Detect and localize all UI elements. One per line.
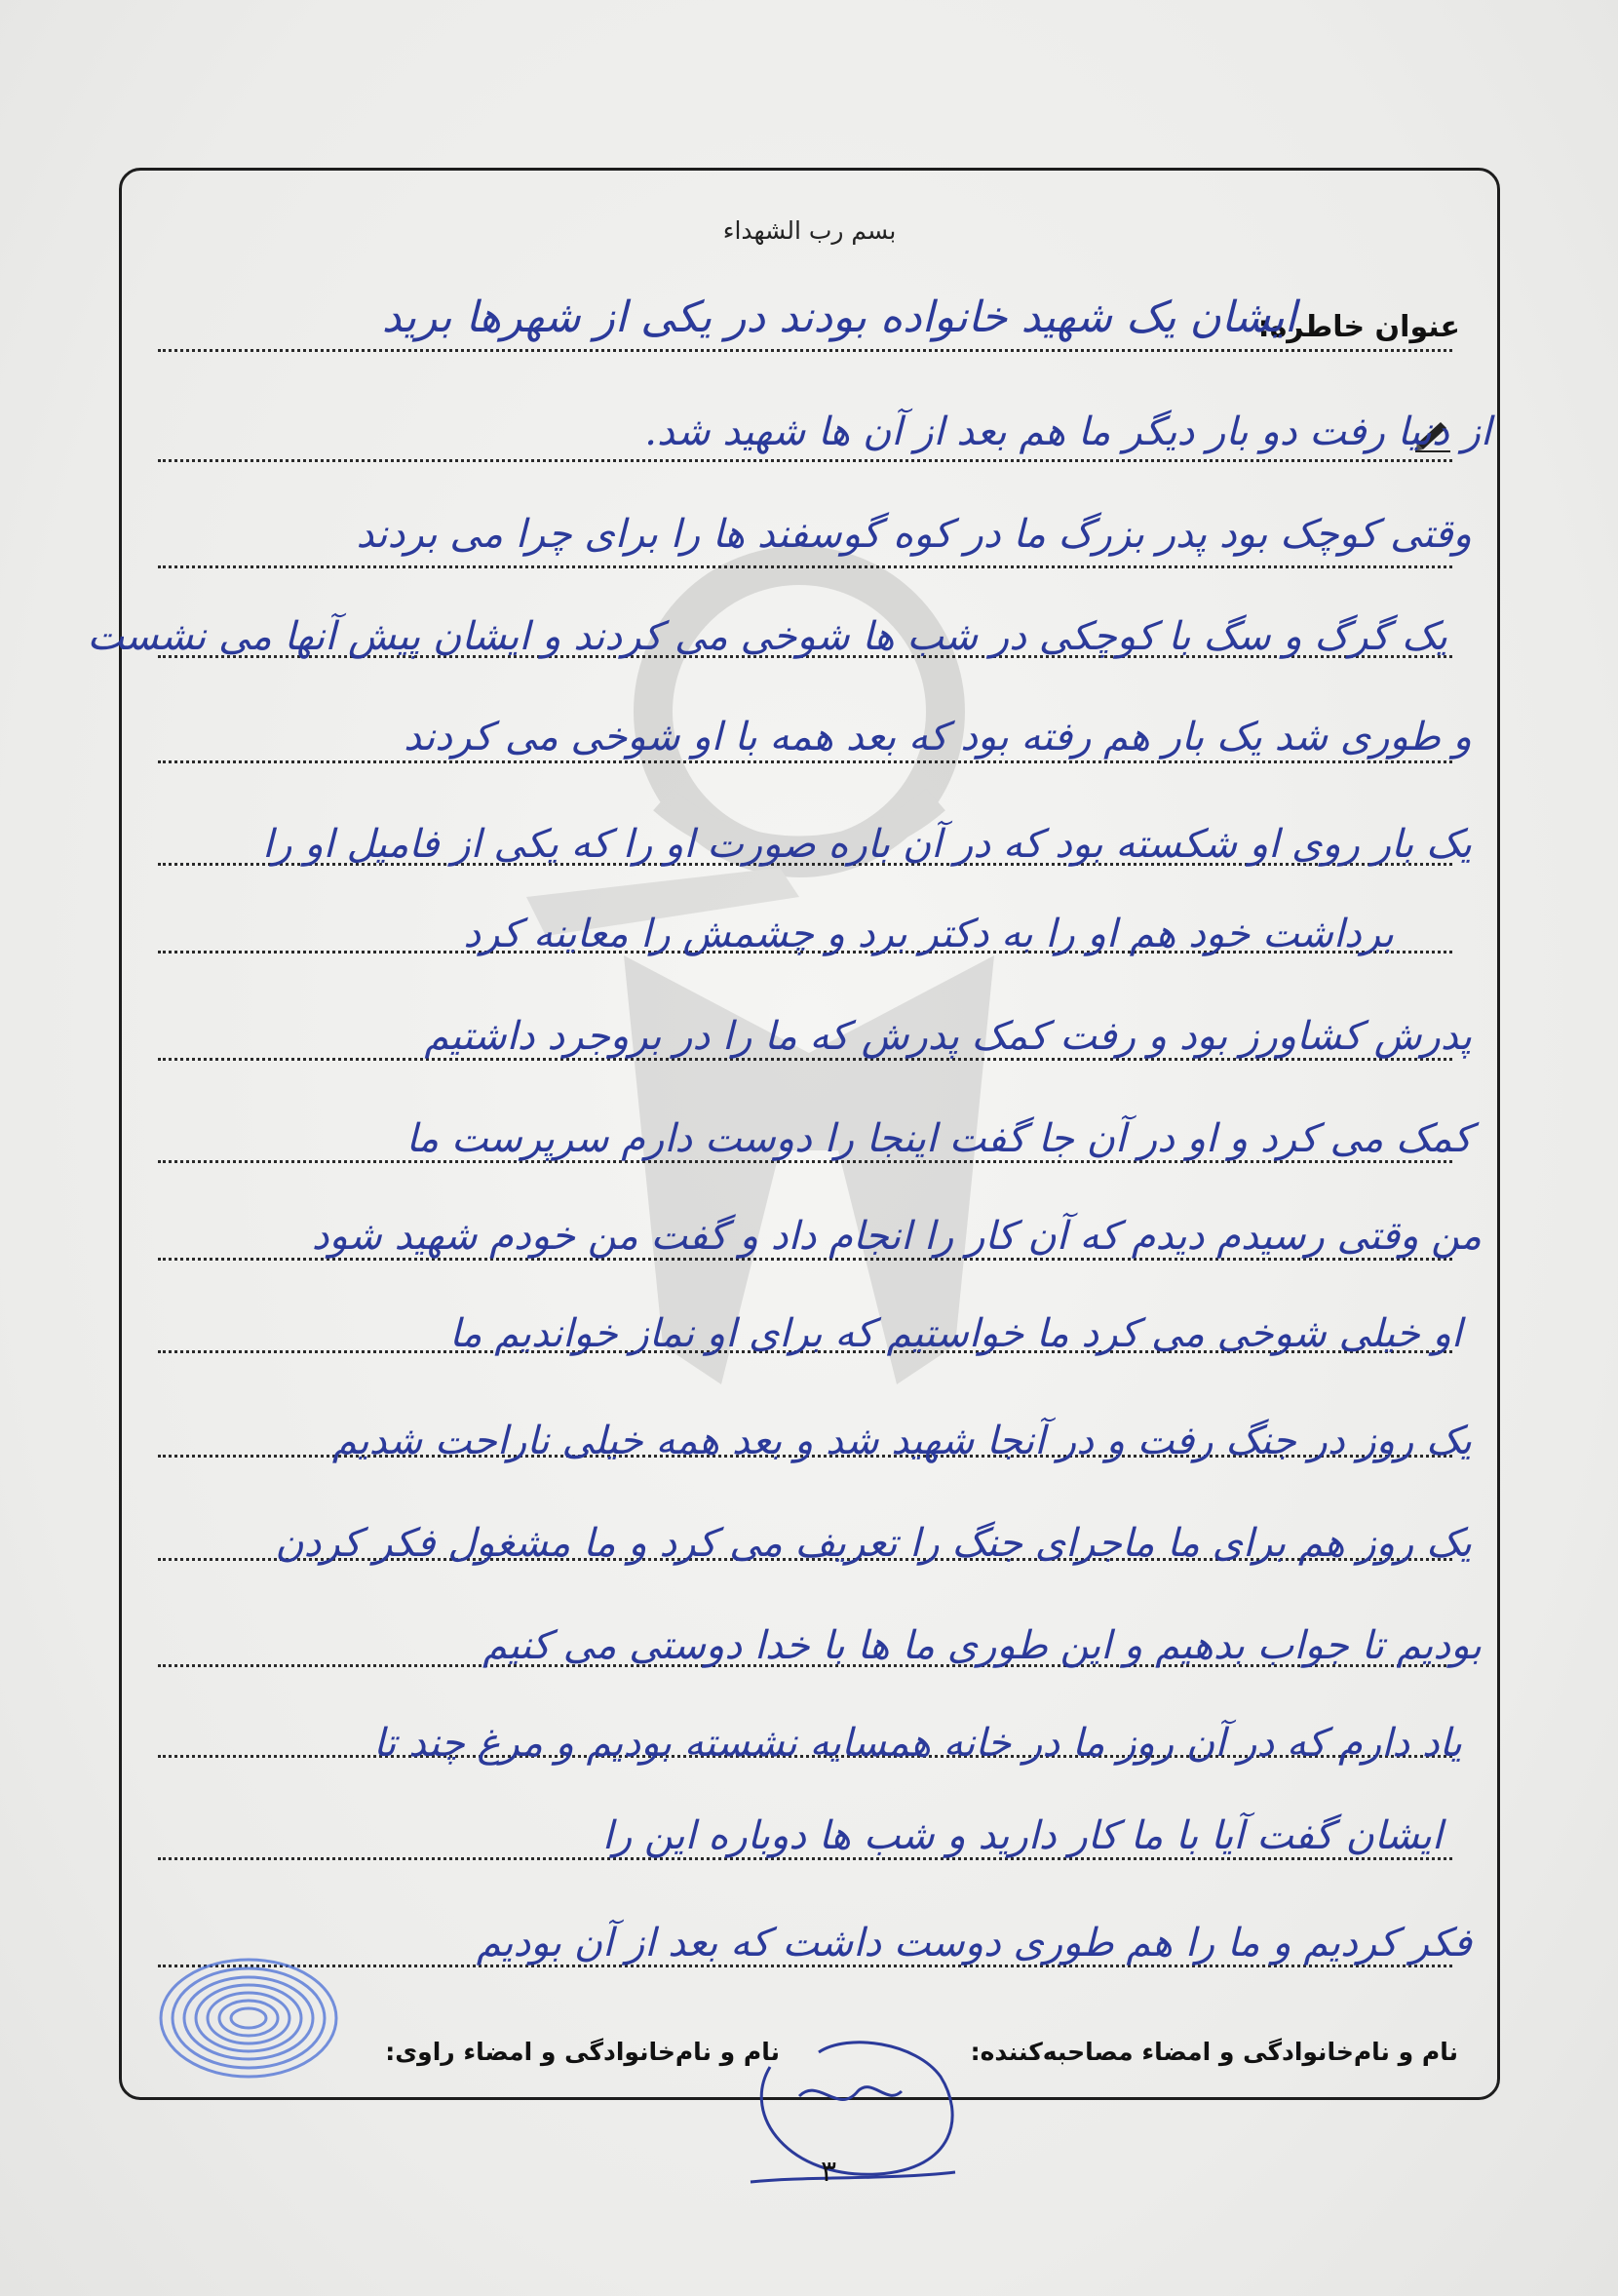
handwritten-line: یک روز در جنگ رفت و در آنجا شهید شد و بعد همه خیلی ناراحت شدیم [331, 1419, 1472, 1463]
ruled-line [158, 565, 1452, 568]
handwritten-line: ایشان گفت آیا با ما کار دارید و شب ها دوباره این را [601, 1813, 1443, 1858]
memory-title-label: عنوان خاطره: [1257, 310, 1460, 344]
page-number: ۳ [821, 2155, 837, 2189]
memory-title-value: ایشان یک شهید خانواده بودند در یکی از شهرها برید [381, 292, 1296, 342]
handwritten-line: یک روز هم برای ما ماجرای جنگ را تعریف می کرد و ما مشغول فکر کردن [275, 1521, 1472, 1566]
handwritten-line: وقتی کوچک بود پدر بزرگ ما در کوه گوسفند ها را برای چرا می بردند [356, 512, 1472, 557]
handwritten-line: و طوری شد یک بار هم رفته بود که بعد همه با او شوخی می کردند [404, 715, 1472, 759]
handwritten-line: یک بار روی او شکسته بود که در آن باره صورت او را که یکی از فامیل او را [262, 822, 1472, 867]
handwritten-line: یک گرگ و سگ با کوچکی در شب ها شوخی می کردند و ایشان پیش آنها می نشست [87, 614, 1447, 659]
ruled-line [158, 760, 1452, 763]
handwritten-line: او خیلی شوخی می کرد ما خواستیم که برای او نماز خواندیم ما [448, 1311, 1462, 1356]
handwritten-line: من وقتی رسیدم دیدم که آن کار را انجام داد و گفت من خودم شهید شود [311, 1214, 1482, 1259]
signature [731, 2008, 975, 2194]
handwritten-line: فکر کردیم و ما را هم طوری دوست داشت که بعد از آن بودیم [476, 1921, 1472, 1965]
handwritten-line: پدرش کشاورز بود و رفت کمک پدرش که ما را در بروجرد داشتیم [424, 1014, 1472, 1059]
handwritten-line: برداشت خود هم او را به دکتر برد و چشمش را معاینه کرد [463, 912, 1394, 956]
handwritten-line: کمک می کرد و او در آن جا گفت اینجا را دوست دارم سرپرست ما [405, 1116, 1472, 1161]
ruled-line [158, 459, 1452, 462]
interviewer-signature-label: نام و نام‌خانوادگی و امضاء مصاحبه‌کننده: [970, 2038, 1458, 2066]
handwritten-line: از دنیا رفت دو بار دیگر ما هم بعد از آن ها شهید شد. [644, 409, 1491, 454]
page-header: بسم رب الشهداء [722, 216, 897, 245]
handwritten-line: بودیم تا جواب بدهیم و این طوری ما ها با خدا دوستی می کنیم [482, 1623, 1482, 1668]
fingerprint [127, 1940, 341, 2106]
handwritten-line: یاد دارم که در آن روز ما در خانه همسایه نشسته بودیم و مرغ چند تا [373, 1721, 1462, 1766]
narrator-signature-label: نام و نام‌خانوادگی و امضاء راوی: [385, 2038, 780, 2066]
ruled-line [158, 349, 1452, 352]
